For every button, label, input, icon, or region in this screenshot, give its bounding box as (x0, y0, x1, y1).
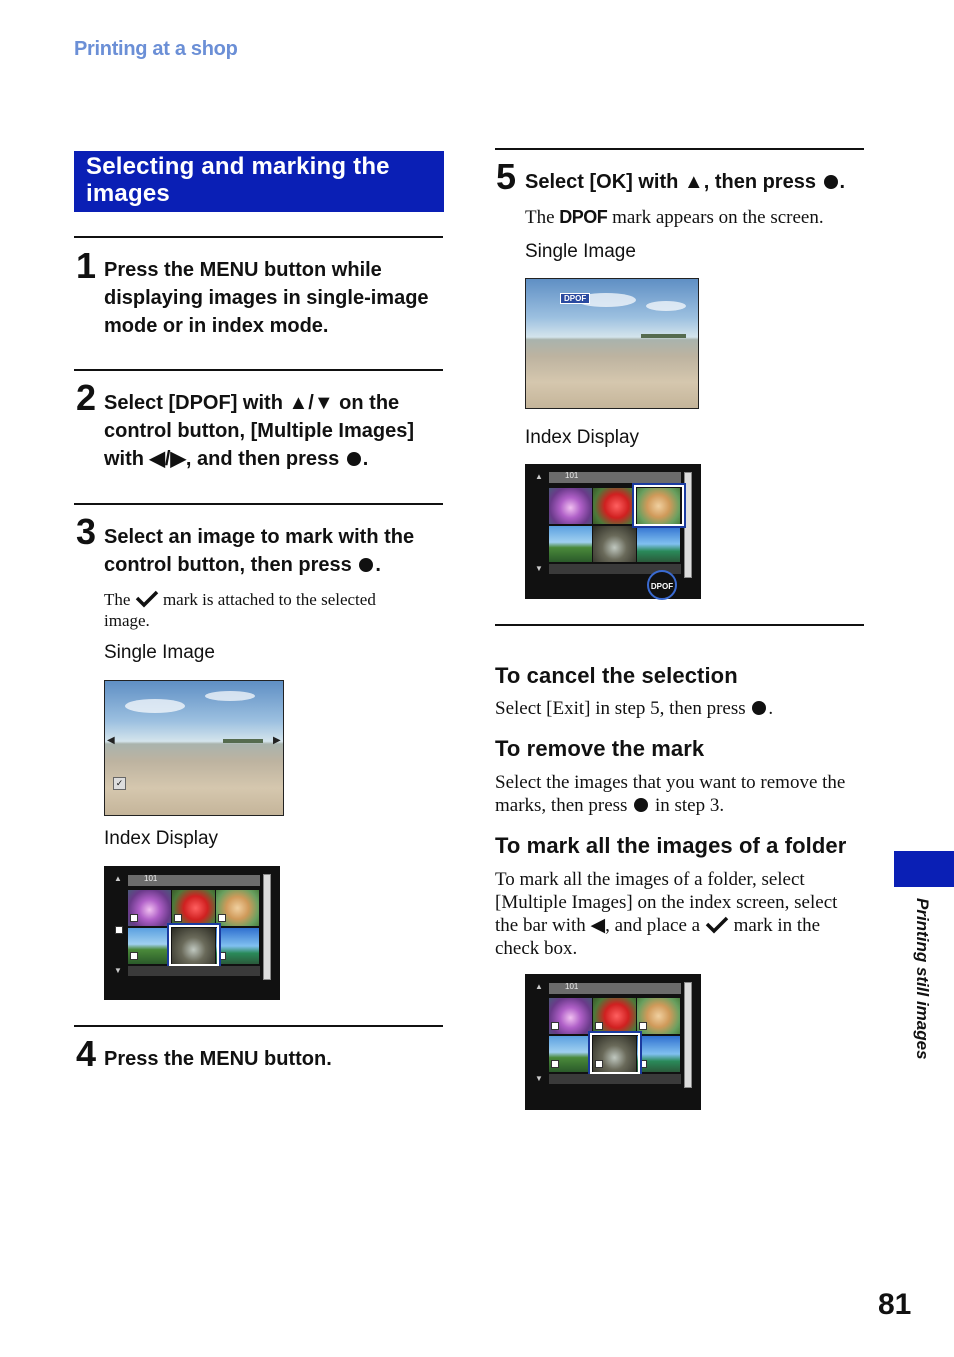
divider (495, 148, 864, 150)
thumbnail (593, 488, 636, 524)
scrollbar (684, 982, 692, 1088)
check-box-icon: ✓ (113, 777, 126, 790)
index-display-preview (525, 464, 701, 599)
thumb-check-box (551, 1022, 559, 1030)
folder-number: 101 (144, 874, 158, 883)
thumb-strip (549, 1074, 681, 1084)
step-3-text-b: . (375, 554, 381, 576)
thumb-check-box (174, 914, 182, 922)
divider (495, 624, 864, 626)
page-number: 81 (878, 1288, 912, 1321)
thumbnail (549, 488, 592, 524)
body-text: . (768, 698, 774, 719)
divider (74, 369, 443, 371)
step-number: 5 (496, 156, 517, 197)
up-arrow-icon: ▲ (535, 982, 543, 991)
step-number: 4 (76, 1033, 97, 1074)
folder-check-box (115, 926, 123, 934)
cancel-text (495, 697, 855, 720)
thumbnail (549, 526, 592, 562)
down-arrow-icon: ▼ (535, 564, 543, 573)
center-button-icon (359, 558, 373, 572)
step-5-text (525, 168, 865, 196)
thumb-check-box (595, 1022, 603, 1030)
side-tab-label: Printing still images (913, 898, 932, 1060)
center-button-icon (347, 452, 361, 466)
note-text: The (525, 207, 555, 228)
step-2-text-b: . (362, 448, 369, 470)
up-arrow-icon: ▲ (114, 874, 122, 883)
center-button-icon (824, 175, 838, 189)
index-display-preview (525, 974, 701, 1110)
dpof-circle-icon: DPOF (647, 570, 677, 600)
down-arrow-icon: ▼ (114, 966, 122, 975)
cancel-heading: To cancel the selection (495, 663, 738, 688)
divider (74, 236, 443, 238)
step-5-text-b: . (839, 171, 846, 193)
folder-number: 101 (565, 471, 579, 480)
body-text: To mark all the images of a folder, select [Multiple Images] on the index screen, select the bar with ◀, and place a (495, 869, 838, 936)
thumbnail (637, 526, 680, 562)
section-title: Selecting and marking the images (74, 151, 444, 212)
divider (74, 1025, 443, 1027)
checkmark-icon (705, 916, 729, 934)
down-arrow-icon: ▼ (535, 1074, 543, 1083)
single-image-label: Single Image (525, 241, 636, 262)
index-display-label: Index Display (104, 828, 219, 849)
note-text: The (104, 590, 131, 609)
step-5-note (525, 206, 865, 229)
note-text: mark appears on the screen. (612, 207, 824, 228)
center-button-icon (752, 701, 766, 715)
remove-text (495, 771, 860, 817)
side-tab-marker (894, 851, 954, 887)
checkmark-icon (135, 590, 159, 608)
up-arrow-icon: ▲ (535, 472, 543, 481)
dpof-mark-icon: DPOF (559, 207, 608, 227)
divider (74, 503, 443, 505)
scrollbar (684, 472, 692, 578)
thumb-check-box (639, 1060, 647, 1068)
index-display-label: Index Display (525, 427, 640, 448)
markall-heading: To mark all the images of a folder (495, 833, 847, 858)
body-text: mark in the check box. (495, 915, 821, 959)
scrollbar (263, 874, 271, 980)
step-5-text-a: Select [OK] with ▲, then press (525, 171, 816, 193)
folder-number: 101 (565, 982, 579, 991)
remove-heading: To remove the mark (495, 736, 705, 761)
step-4-text: Press the MENU button. (104, 1048, 332, 1070)
selection-cursor (590, 1033, 640, 1074)
single-image-preview (525, 278, 699, 409)
step-2-text-a: Select [DPOF] with ▲/▼ on the control button, [Multiple Images] with ◀/▶, and then press (104, 392, 414, 470)
step-1-text: Press the MENU button while displaying images in single-image mode or in index mode. (104, 259, 429, 337)
step-number: 1 (76, 245, 97, 286)
left-arrow-icon: ◀ (107, 735, 115, 746)
selection-cursor (169, 925, 219, 966)
thumb-check-box (639, 1022, 647, 1030)
thumb-check-box (218, 952, 226, 960)
step-3-note (104, 589, 424, 631)
index-display-preview (104, 866, 280, 1000)
single-image-preview (104, 680, 284, 816)
note-text: mark is attached to the selected image. (104, 590, 376, 630)
thumb-check-box (130, 914, 138, 922)
thumbnail (593, 526, 636, 562)
step-3-text (104, 523, 439, 579)
step-2-text (104, 389, 439, 473)
folder-bar (128, 875, 260, 886)
markall-text (495, 868, 860, 960)
running-header: Printing at a shop (74, 38, 238, 60)
body-text: in step 3. (654, 795, 725, 816)
step-3-text-a: Select an image to mark with the control button, then press (104, 526, 415, 576)
folder-bar (549, 472, 681, 483)
step-number: 3 (76, 511, 97, 552)
thumb-check-box (218, 914, 226, 922)
folder-bar (549, 983, 681, 994)
right-arrow-icon: ▶ (273, 735, 281, 746)
thumb-check-box (551, 1060, 559, 1068)
body-text: Select [Exit] in step 5, then press (495, 698, 746, 719)
center-button-icon (634, 798, 648, 812)
thumb-check-box (130, 952, 138, 960)
step-number: 2 (76, 377, 97, 418)
single-image-label: Single Image (104, 642, 215, 663)
thumb-strip (128, 966, 260, 976)
dpof-badge-icon: DPOF (560, 293, 590, 304)
body-text: Select the images that you want to remove the marks, then press (495, 772, 846, 816)
selection-cursor (634, 485, 684, 526)
